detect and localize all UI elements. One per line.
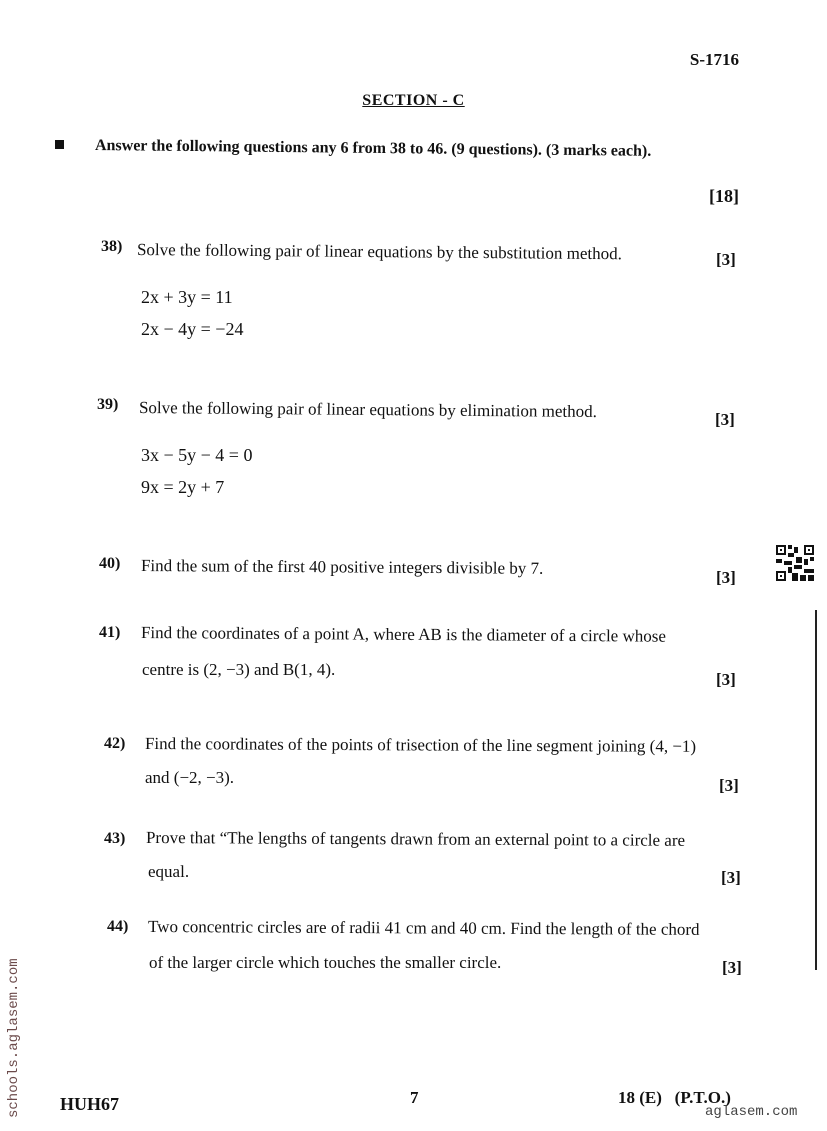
section-total-marks: [18]	[709, 186, 739, 206]
watermark-bottom: aglasem.com	[705, 1104, 798, 1120]
margin-line	[815, 610, 817, 970]
question-text-44-line1: Two concentric circles are of radii 41 cm and 40 cm. Find the length of the chord	[147, 917, 700, 939]
equation-38-2: 2x − 4y = −24	[141, 319, 244, 339]
question-number-44: 44)	[107, 918, 129, 935]
question-number-39: 39)	[97, 396, 119, 413]
question-text-40: Find the sum of the first 40 positive integers divisible by 7.	[140, 556, 544, 578]
question-marks-42: [3]	[719, 776, 739, 795]
question-text-38: Solve the following pair of linear equations by the substitution method.	[136, 240, 622, 264]
question-text-42-line2: and (−2, −3).	[145, 768, 235, 787]
question-marks-39: [3]	[715, 410, 735, 429]
qr-code-icon	[776, 545, 814, 581]
section-title: SECTION - C	[362, 92, 465, 109]
footer-pto: 18 (E) (P.T.O.)	[618, 1088, 731, 1107]
question-text-42-line1: Find the coordinates of the points of trisection of the line segment joining (4, −1)	[144, 734, 697, 756]
question-marks-38: [3]	[716, 250, 736, 269]
question-number-43: 43)	[104, 830, 126, 847]
question-number-42: 42)	[104, 735, 126, 752]
question-number-38: 38)	[101, 238, 123, 255]
question-text-39: Solve the following pair of linear equations by elimination method.	[138, 398, 598, 421]
question-text-41-line2: centre is (2, −3) and B(1, 4).	[142, 660, 336, 679]
footer-paper-code: HUH67	[60, 1094, 120, 1114]
question-text-43-line2: equal.	[148, 862, 190, 881]
footer-page-number: 7	[410, 1088, 419, 1107]
question-text-43-line1: Prove that “The lengths of tangents drawn from an external point to a circle are	[145, 828, 686, 850]
question-text-41-line1: Find the coordinates of a point A, where AB is the diameter of a circle whose	[140, 623, 667, 646]
question-marks-40: [3]	[716, 568, 736, 587]
question-number-41: 41)	[99, 624, 121, 641]
section-instruction: Answer the following questions any 6 from 38 to 46. (9 questions). (3 marks each).	[94, 137, 652, 160]
question-number-40: 40)	[99, 555, 121, 572]
question-marks-43: [3]	[721, 868, 741, 887]
equation-39-1: 3x − 5y − 4 = 0	[141, 445, 253, 465]
bullet-icon	[55, 140, 64, 149]
paper-code: S-1716	[689, 50, 739, 69]
question-marks-41: [3]	[716, 670, 736, 689]
equation-38-1: 2x + 3y = 11	[141, 287, 233, 307]
question-text-44-line2: of the larger circle which touches the smaller circle.	[149, 953, 502, 972]
question-marks-44: [3]	[722, 958, 742, 977]
equation-39-2: 9x = 2y + 7	[141, 477, 225, 497]
watermark-side: schools.aglasem.com	[6, 958, 22, 1118]
